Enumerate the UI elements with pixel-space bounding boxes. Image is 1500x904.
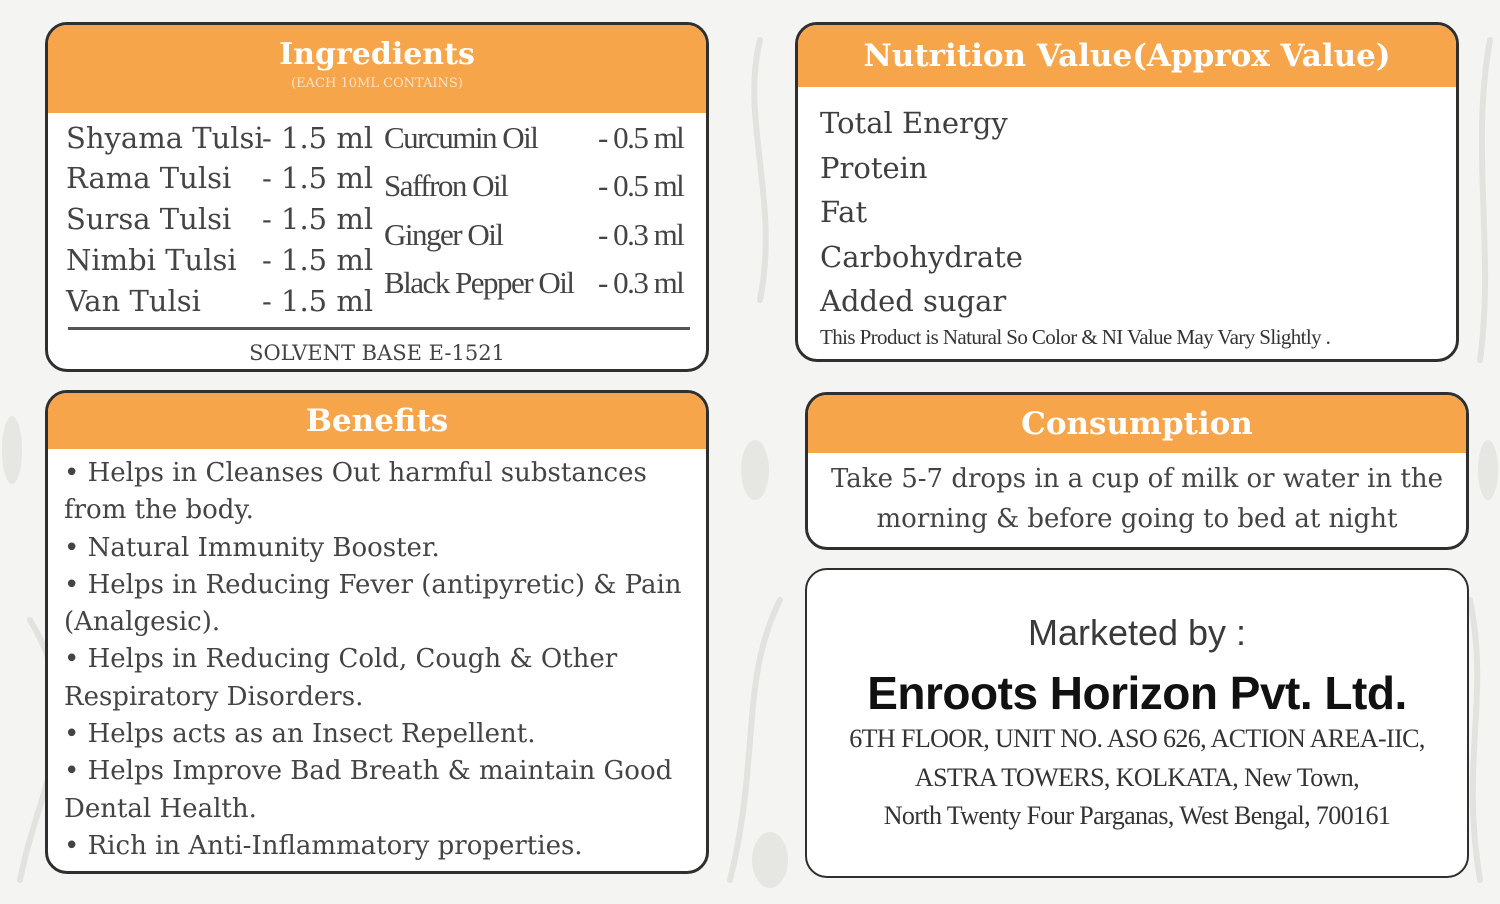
ingredients-panel	[45, 22, 709, 372]
ingredients-subtitle: (EACH 10ML CONTAINS)	[291, 76, 463, 91]
ingredients-title: Ingredients	[279, 37, 475, 72]
marketed-by-panel	[805, 568, 1469, 878]
ingredient-qty: - 0.5 ml	[598, 168, 684, 203]
nutrition-note: This Product is Natural So Color & NI Value May Vary Slightly .	[820, 325, 1331, 349]
nutrition-item: Protein	[820, 150, 928, 185]
nutrition-item: Carbohydrate	[820, 239, 1023, 274]
nutrition-item: Fat	[820, 195, 868, 229]
benefit-item: • Helps in Reducing Fever (antipyretic) & Pain (Analgesic).	[64, 567, 704, 642]
ingredient-name: Van Tulsi	[66, 284, 201, 318]
benefit-item: • Natural Immunity Booster.	[64, 530, 704, 567]
ingredient-name: Rama Tulsi	[66, 161, 232, 195]
benefits-title: Benefits	[48, 393, 706, 449]
nutrition-list	[820, 101, 1023, 324]
ingredient-qty: - 1.5 ml	[262, 121, 374, 155]
address-line: 6TH FLOOR, UNIT NO. ASO 626, ACTION AREA-IIC,	[849, 724, 1425, 753]
ingredient-qty: - 0.3 ml	[598, 217, 684, 252]
ingredient-qty: - 0.5 ml	[598, 120, 684, 155]
address-line: ASTRA TOWERS, KOLKATA, New Town,	[914, 762, 1360, 792]
nutrition-item: Total Energy	[820, 106, 1008, 140]
nutrition-title: Nutrition Value(Approx Value)	[798, 25, 1456, 87]
company-address	[807, 720, 1467, 836]
consumption-panel	[805, 392, 1469, 550]
consumption-title: Consumption	[808, 395, 1466, 453]
ingredient-qty: - 1.5 ml	[262, 243, 374, 277]
benefit-item: • Rich in Anti-Inflammatory properties.	[64, 828, 704, 865]
nutrition-panel	[795, 22, 1459, 362]
ingredient-qty: - 1.5 ml	[262, 202, 374, 236]
company-name: Enroots Horizon Pvt. Ltd.	[867, 667, 1407, 719]
ingredient-name: Ginger Oil	[384, 217, 503, 252]
ingredient-name: Black Pepper Oil	[384, 265, 574, 300]
benefit-item: • Helps in Reducing Cold, Cough & Other Respiratory Disorders.	[64, 641, 704, 716]
benefits-list	[64, 455, 704, 865]
benefit-item: • Helps in Cleanses Out harmful substances from the body.	[64, 455, 704, 530]
ingredient-qty: - 0.3 ml	[598, 265, 684, 300]
benefit-item: • Helps Improve Bad Breath & maintain Good Dental Health.	[64, 753, 704, 828]
ingredient-name: Sursa Tulsi	[66, 202, 232, 236]
nutrition-item: Added sugar	[820, 284, 1007, 318]
ingredient-qty: - 1.5 ml	[262, 161, 374, 195]
marketed-by-label: Marketed by :	[1027, 612, 1247, 653]
benefit-item: • Helps acts as an Insect Repellent.	[64, 716, 704, 753]
ingredient-name: Shyama Tulsi	[66, 121, 264, 155]
address-line: North Twenty Four Parganas, West Bengal, 700161	[883, 801, 1391, 830]
consumption-text: Take 5-7 drops in a cup of milk or water in the morning & before going to bed at night	[830, 464, 1444, 534]
ingredient-name: Nimbi Tulsi	[66, 243, 237, 277]
ingredient-name: Curcumin Oil	[384, 120, 538, 155]
solvent-base: SOLVENT BASE E-1521	[249, 341, 505, 365]
ingredient-qty: - 1.5 ml	[262, 284, 374, 318]
ingredient-name: Saffron Oil	[384, 168, 508, 203]
ingredients-header	[48, 25, 706, 113]
benefits-panel	[45, 390, 709, 874]
ingredients-divider	[68, 327, 690, 330]
